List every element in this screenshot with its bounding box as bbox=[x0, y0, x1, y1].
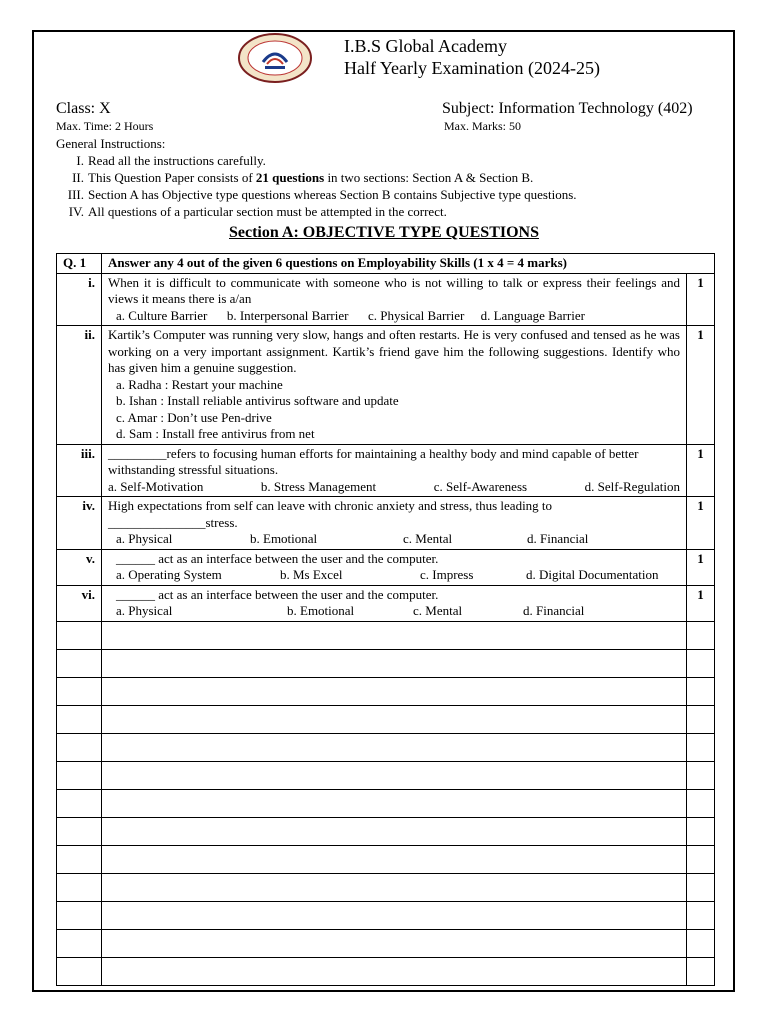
question-group-label: Q. 1 bbox=[57, 254, 102, 274]
question-body bbox=[102, 273, 687, 326]
question-text: ______ act as an interface between the user and the computer. bbox=[116, 550, 439, 566]
exam-title: Half Yearly Examination (2024-25) bbox=[344, 58, 600, 78]
blank-row bbox=[57, 621, 715, 649]
option: a. Self-Motivation bbox=[108, 478, 204, 494]
table-row bbox=[57, 444, 715, 497]
question-group-heading: Answer any 4 out of the given 6 questions on Employability Skills (1 x 4 = 4 marks) bbox=[102, 254, 715, 274]
blank-row bbox=[57, 873, 715, 901]
instruction-item: I. Read all the instructions carefully. bbox=[76, 153, 266, 168]
option: a. Operating System bbox=[116, 567, 222, 582]
option: c. Self-Awareness bbox=[433, 478, 528, 494]
max-marks: Max. Marks: 50 bbox=[444, 119, 521, 133]
blank-row bbox=[57, 649, 715, 677]
question-text: Kartik’s Computer was running very slow, hangs and often restarts. He is very confused and tensed as he was working on a very important assignment. Kartik’s friend gave him the following suggestions. Identify who has given him a genuine suggestion. bbox=[108, 327, 680, 375]
question-body bbox=[102, 497, 687, 550]
question-body bbox=[102, 326, 687, 445]
option: a. Physical bbox=[116, 603, 173, 618]
section-a-title: Section A: OBJECTIVE TYPE QUESTIONS bbox=[229, 224, 539, 241]
question-marks: 1 bbox=[687, 273, 715, 326]
option: d. Sam : Install free antivirus from net bbox=[116, 426, 315, 441]
questions-table bbox=[56, 253, 715, 986]
options bbox=[108, 308, 680, 325]
blank-row bbox=[57, 705, 715, 733]
question-body bbox=[102, 444, 687, 497]
question-text: When it is difficult to communicate with someone who is not willing to talk or express their feelings and views it means there is a/an bbox=[108, 274, 680, 306]
question-number: iv. bbox=[57, 497, 102, 550]
table-row bbox=[57, 585, 715, 621]
option: d. Digital Documentation bbox=[526, 567, 659, 582]
option: d. Self-Regulation bbox=[584, 478, 680, 494]
options bbox=[108, 567, 680, 584]
option: c. Mental bbox=[403, 531, 453, 546]
instruction-item: II. This Question Paper consists of 21 questions in two sections: Section A & Section B. bbox=[72, 170, 534, 185]
blank-row bbox=[57, 817, 715, 845]
blank-row bbox=[57, 929, 715, 957]
table-header-row bbox=[57, 254, 715, 274]
question-number: v. bbox=[57, 549, 102, 585]
blank-row bbox=[57, 957, 715, 985]
option: d. Financial bbox=[527, 531, 589, 546]
blank-row bbox=[57, 733, 715, 761]
instruction-item: III. Section A has Objective type questions whereas Section B contains Subjective type questions. bbox=[67, 187, 577, 202]
option: d. Language Barrier bbox=[480, 307, 585, 323]
option: c. Physical Barrier bbox=[367, 307, 465, 323]
options bbox=[108, 531, 680, 548]
blank-row bbox=[57, 761, 715, 789]
question-number: i. bbox=[57, 273, 102, 326]
subject-label: Subject: Information Technology (402) bbox=[442, 100, 693, 117]
question-marks: 1 bbox=[687, 549, 715, 585]
school-logo bbox=[237, 32, 313, 84]
option: b. Ms Excel bbox=[280, 567, 343, 582]
question-body bbox=[102, 585, 687, 621]
blank-row bbox=[57, 845, 715, 873]
question-number: vi. bbox=[57, 585, 102, 621]
option: b. Emotional bbox=[287, 603, 355, 618]
table-row bbox=[57, 497, 715, 550]
blank-row bbox=[57, 901, 715, 929]
question-marks: 1 bbox=[687, 326, 715, 445]
option: a. Radha : Restart your machine bbox=[116, 376, 283, 392]
blank-row bbox=[57, 677, 715, 705]
blank-row bbox=[57, 789, 715, 817]
question-body bbox=[102, 549, 687, 585]
table-row bbox=[57, 549, 715, 585]
question-text: _________refers to focusing human efforts for maintaining a healthy body and mind capable of better withstanding stressful situations. bbox=[108, 445, 639, 477]
options bbox=[108, 603, 680, 620]
question-number: iii. bbox=[57, 444, 102, 497]
question-marks: 1 bbox=[687, 444, 715, 497]
question-number: ii. bbox=[57, 326, 102, 445]
option: c. Amar : Don’t use Pen-drive bbox=[116, 409, 272, 425]
question-text: High expectations from self can leave with chronic anxiety and stress, thus leading to _______________stress. bbox=[108, 498, 553, 530]
option: a. Culture Barrier bbox=[116, 307, 208, 323]
option: b. Emotional bbox=[250, 531, 318, 546]
option: c. Mental bbox=[413, 603, 463, 618]
option: b. Ishan : Install reliable antivirus software and update bbox=[116, 393, 399, 408]
question-text: ______ act as an interface between the user and the computer. bbox=[116, 586, 439, 602]
class-label: Class: X bbox=[56, 100, 111, 117]
instruction-item: IV. All questions of a particular section must be attempted in the correct. bbox=[68, 204, 447, 219]
option: b. Interpersonal Barrier bbox=[226, 307, 349, 323]
max-time: Max. Time: 2 Hours bbox=[56, 119, 154, 133]
options bbox=[108, 479, 680, 496]
option: c. Impress bbox=[420, 567, 474, 582]
option: d. Financial bbox=[523, 603, 585, 618]
option: a. Physical bbox=[116, 531, 173, 546]
table-row bbox=[57, 273, 715, 326]
question-marks: 1 bbox=[687, 497, 715, 550]
instructions-heading: General Instructions: bbox=[56, 136, 166, 151]
school-name: I.B.S Global Academy bbox=[344, 36, 507, 56]
question-marks: 1 bbox=[687, 585, 715, 621]
table-row bbox=[57, 326, 715, 445]
option: b. Stress Management bbox=[260, 478, 377, 494]
